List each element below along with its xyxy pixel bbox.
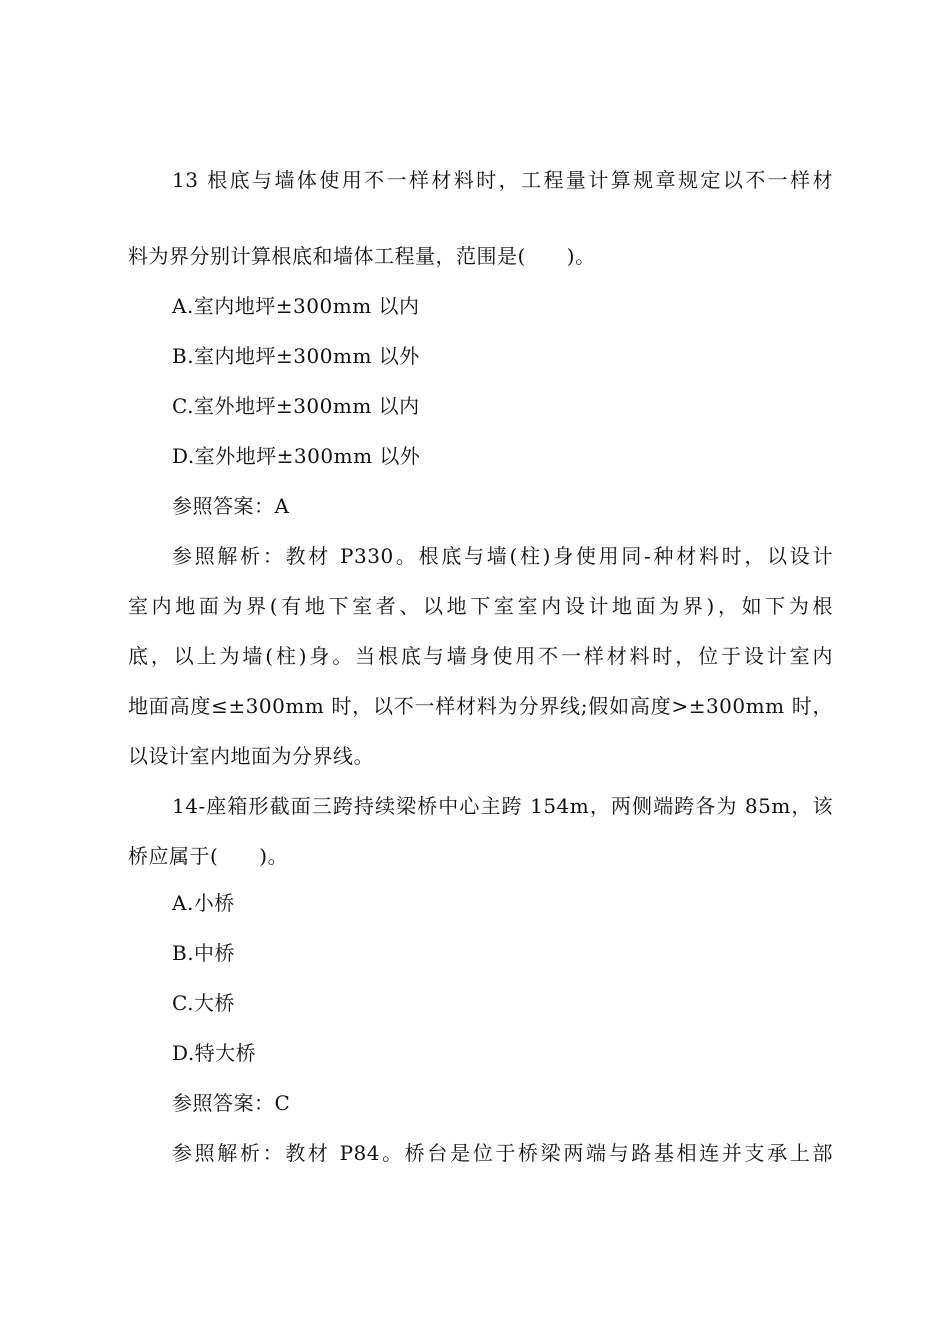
question-14-answer: 参照答案：C <box>172 1091 291 1115</box>
question-14-option-c: C.大桥 <box>172 991 235 1015</box>
question-13-analysis-line-2: 室内地面为界(有地下室者、以地下室室内设计地面为界)，如下为根 <box>128 594 833 618</box>
question-13-analysis-line-1: 参照解析：教材 P330。根底与墙(柱)身使用同-种材料时，以设计 <box>172 544 833 568</box>
question-14-option-a: A.小桥 <box>172 891 235 915</box>
question-13-option-c: C.室外地坪±300mm 以内 <box>172 394 420 418</box>
question-14-option-d: D.特大桥 <box>172 1041 257 1065</box>
question-13-stem-line-2: 料为界分别计算根底和墙体工程量，范围是( )。 <box>128 244 596 268</box>
question-14-analysis-line-1: 参照解析：教材 P84。桥台是位于桥梁两端与路基相连并支承上部 <box>172 1141 833 1165</box>
question-13-option-a: A.室内地坪±300mm 以内 <box>172 294 420 318</box>
question-14-stem-line-1: 14-座箱形截面三跨持续梁桥中心主跨 154m，两侧端跨各为 85m，该 <box>172 794 833 818</box>
question-14-option-b: B.中桥 <box>172 941 236 965</box>
question-14-stem-line-2: 桥应属于( )。 <box>128 844 289 868</box>
question-13-analysis-line-3: 底，以上为墙(柱)身。当根底与墙身使用不一样材料时，位于设计室内 <box>128 644 833 668</box>
question-13-analysis-line-4: 地面高度≤±300mm 时，以不一样材料为分界线;假如高度>±300mm 时， <box>128 694 833 718</box>
question-13-analysis-line-5: 以设计室内地面为分界线。 <box>128 744 374 768</box>
question-13-option-d: D.室外地坪±300mm 以外 <box>172 444 421 468</box>
question-13-answer: 参照答案：A <box>172 494 290 518</box>
question-13-stem-line-1: 13 根底与墙体使用不一样材料时，工程量计算规章规定以不一样材 <box>172 168 833 192</box>
question-13-option-b: B.室内地坪±300mm 以外 <box>172 344 420 368</box>
